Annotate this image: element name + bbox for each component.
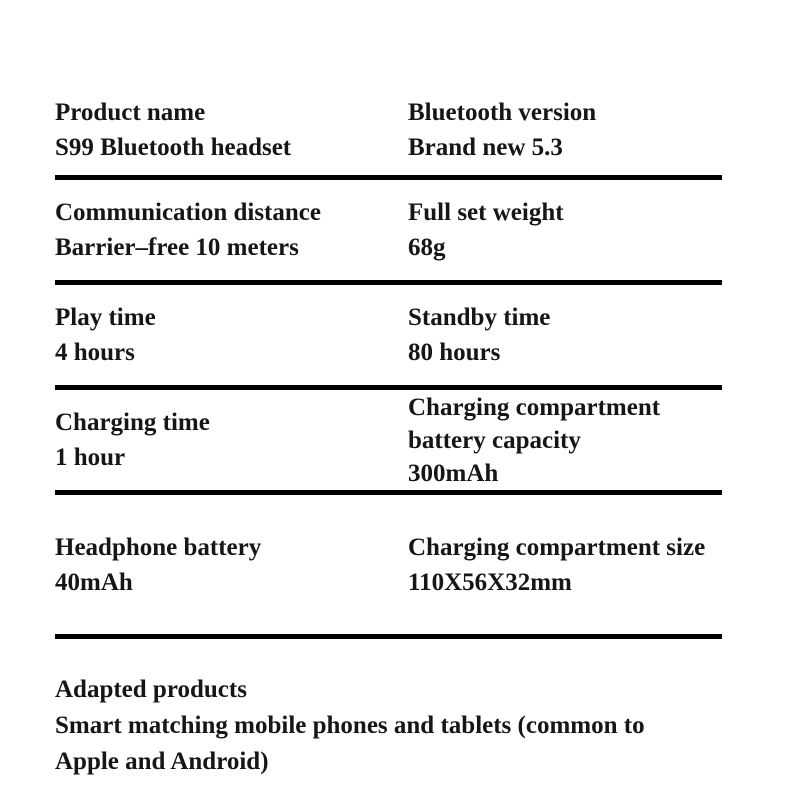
spec-value: 40mAh bbox=[55, 568, 133, 596]
table-row bbox=[55, 285, 722, 390]
spec-cell-product-name bbox=[55, 95, 408, 165]
spec-cell-full-set-weight bbox=[408, 195, 722, 265]
spec-label: Headphone battery bbox=[55, 533, 262, 561]
spec-cell-communication-distance bbox=[55, 195, 408, 265]
table-row bbox=[55, 180, 722, 285]
spec-value: S99 Bluetooth headset bbox=[55, 134, 292, 161]
spec-value: 1 hour bbox=[55, 444, 126, 471]
spec-cell-headphone-battery bbox=[55, 530, 408, 600]
spec-value: 68g bbox=[408, 234, 446, 261]
adapted-products-line-1: Smart matching mobile phones and tablets (common to bbox=[55, 712, 645, 739]
spec-label: Charging compartment size bbox=[408, 533, 706, 561]
spec-label: Charging time bbox=[55, 409, 210, 436]
spec-label: Full set weight bbox=[408, 199, 564, 226]
adapted-products-section bbox=[55, 672, 745, 780]
spec-cell-standby-time bbox=[408, 300, 722, 370]
spec-value: Brand new 5.3 bbox=[408, 134, 563, 161]
table-row bbox=[55, 85, 722, 180]
table-row bbox=[55, 390, 722, 495]
adapted-products-line-2: Apple and Android) bbox=[55, 748, 269, 775]
spec-label: Communication distance bbox=[55, 199, 321, 226]
spec-label: Product name bbox=[55, 99, 206, 126]
spec-cell-charging-compartment-size bbox=[408, 530, 722, 600]
spec-value: 110X56X32mm bbox=[408, 568, 572, 596]
spec-value: 300mAh bbox=[408, 459, 499, 487]
spec-label: Bluetooth version bbox=[408, 99, 597, 126]
spec-label: Charging compartment battery capacity bbox=[408, 393, 661, 454]
spec-label: Play time bbox=[55, 304, 156, 331]
adapted-products-label: Adapted products bbox=[55, 676, 247, 703]
table-row bbox=[55, 495, 722, 639]
spec-label: Standby time bbox=[408, 304, 551, 331]
spec-value: Barrier–free 10 meters bbox=[55, 234, 299, 261]
spec-cell-charging-compartment-battery bbox=[408, 391, 722, 490]
spec-cell-play-time bbox=[55, 300, 408, 370]
spec-cell-charging-time bbox=[55, 405, 408, 475]
spec-table bbox=[55, 85, 722, 639]
spec-cell-bluetooth-version bbox=[408, 95, 722, 165]
spec-value: 80 hours bbox=[408, 339, 501, 366]
spec-value: 4 hours bbox=[55, 339, 135, 366]
